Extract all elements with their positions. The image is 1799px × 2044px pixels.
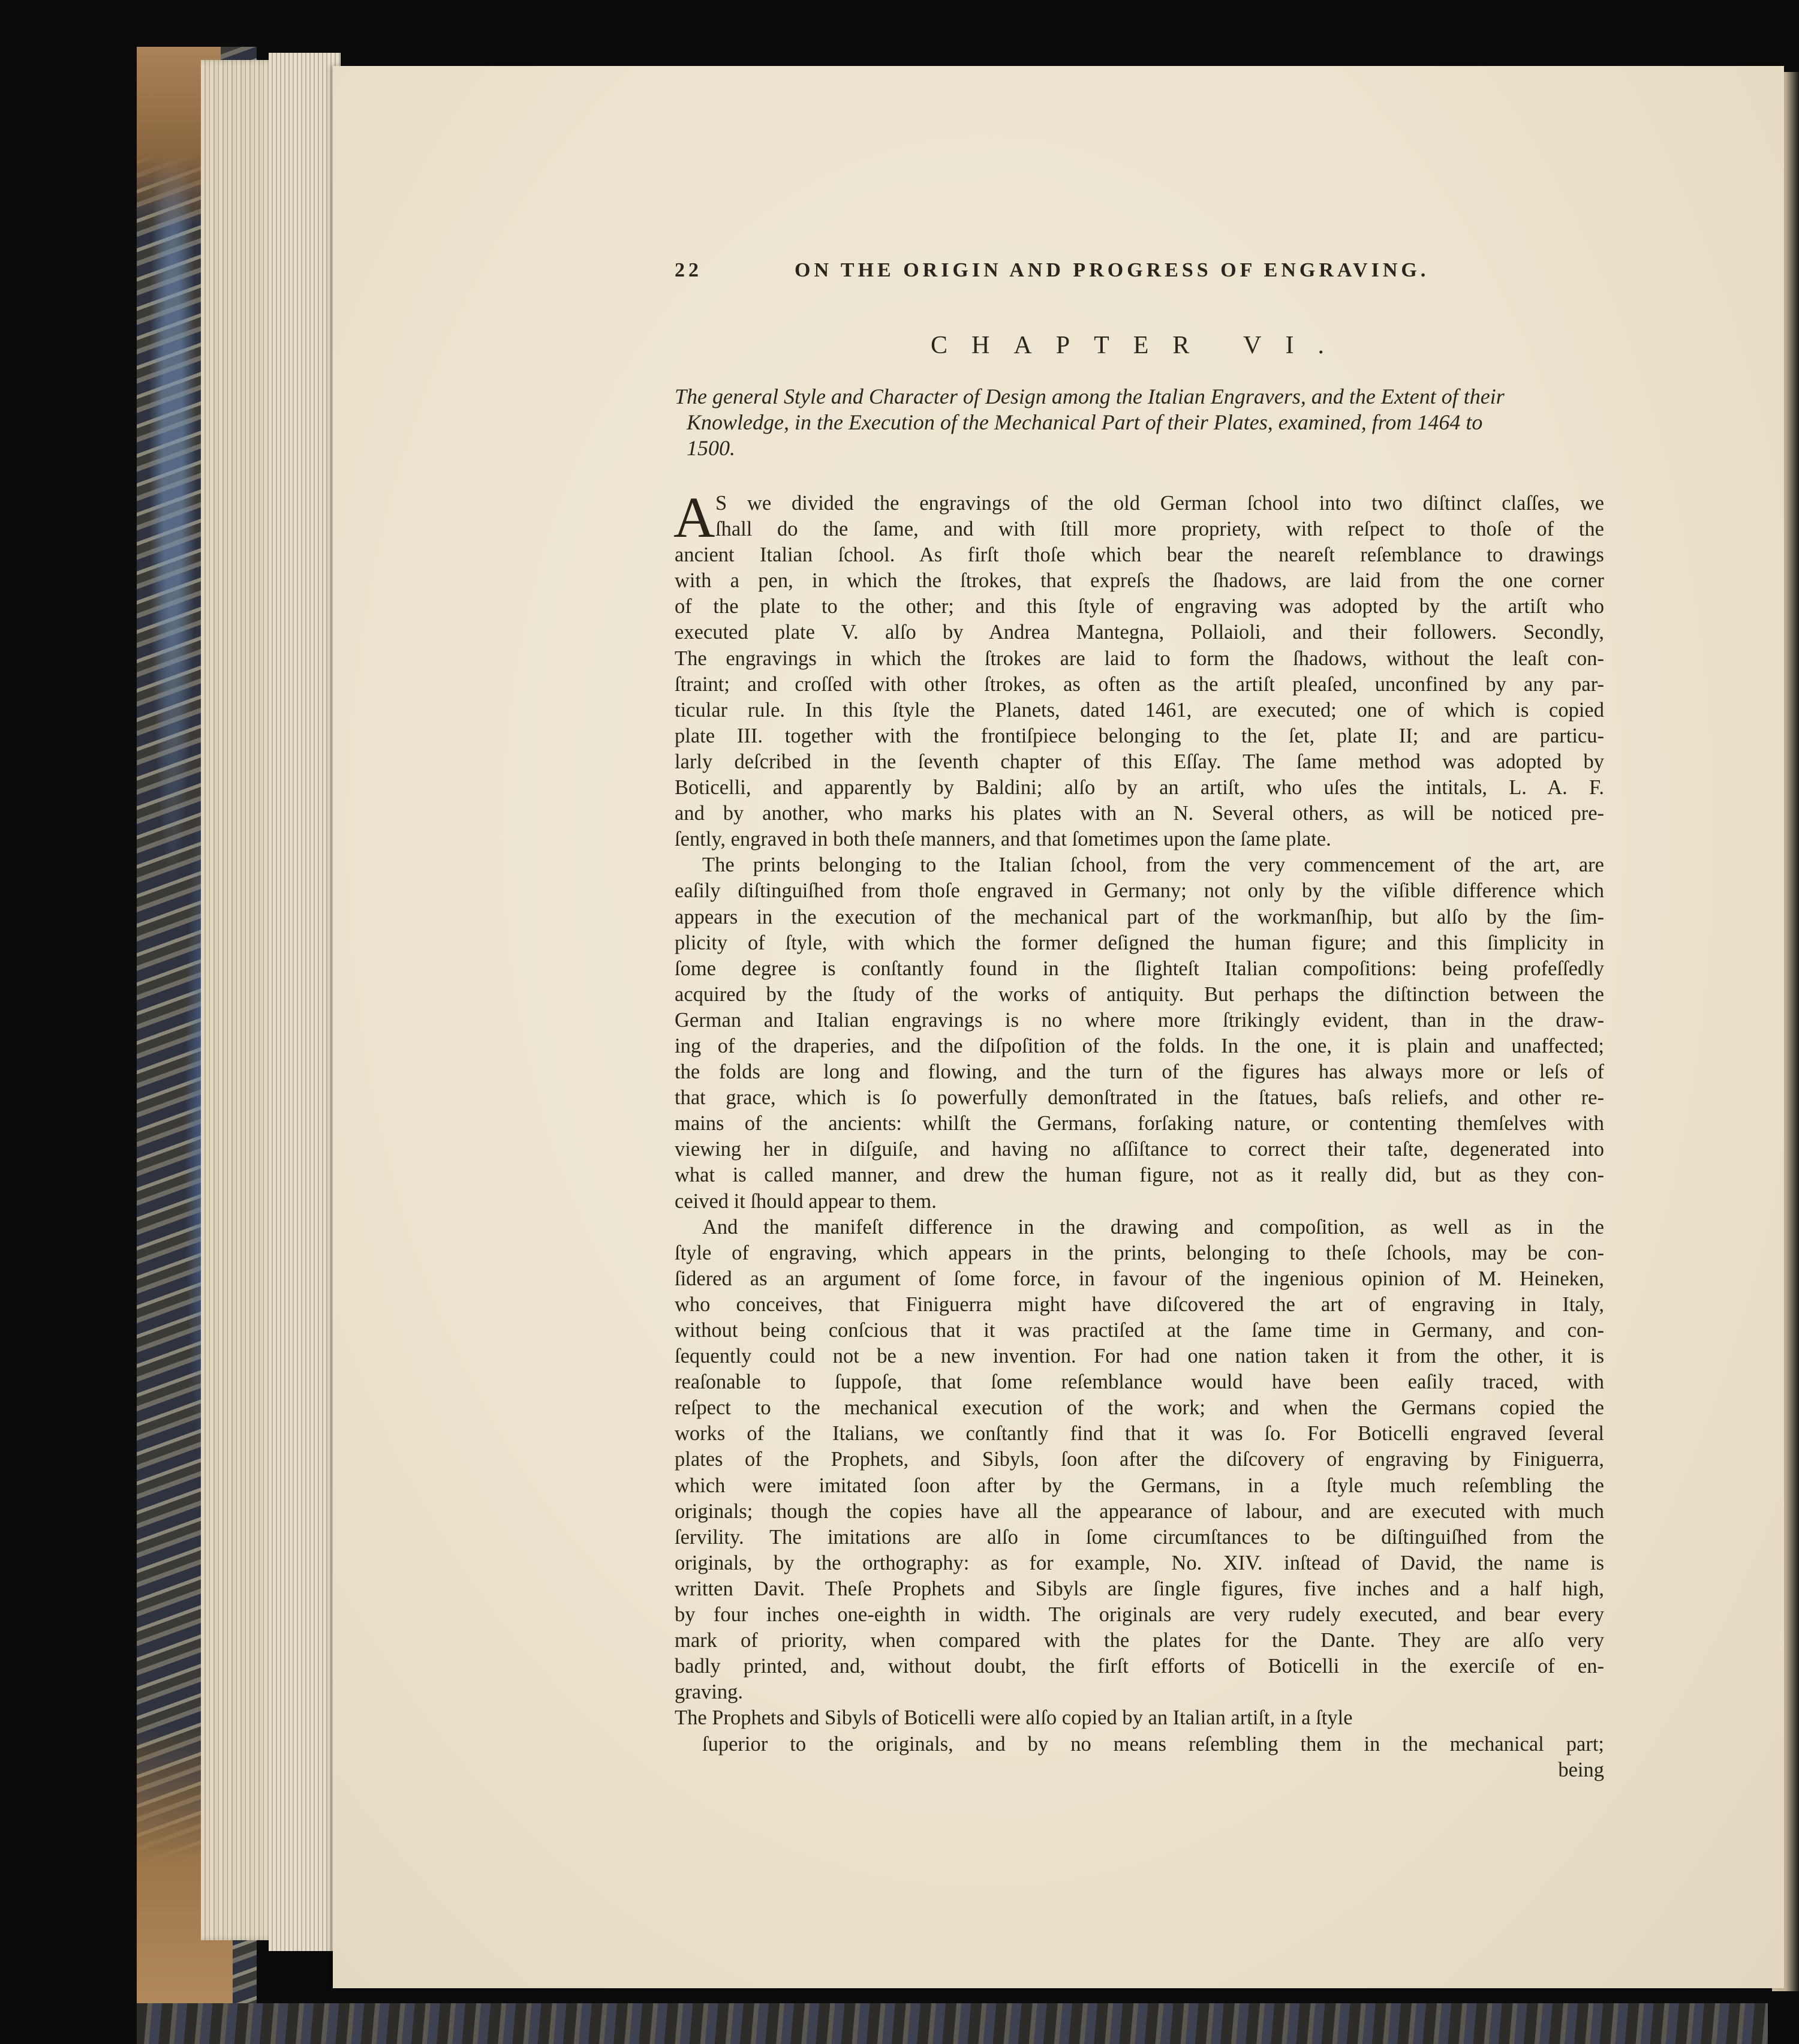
body-line: graving.	[675, 1681, 744, 1704]
subtitle-line: Knowledge, in the Execution of the Mechanical Part of their Plates, examined, from 1464 to	[687, 410, 1483, 434]
body-text	[673, 485, 1604, 1783]
body-line: of the plate to the other; and this ſtyle of engraving was adopted by the artiſt who	[675, 595, 1604, 618]
body-line: The engravings in which the ſtrokes are laid to form the ſhadows, without the leaſt con-	[675, 647, 1604, 670]
body-line: appears in the execution of the mechanical part of the workmanſhip, but alſo by the ſim-	[675, 905, 1604, 928]
body-line: larly deſcribed in the ſeventh chapter of this Eſſay. The ſame method was adopted by	[675, 750, 1604, 773]
body-line: with a pen, in which the ſtrokes, that expreſs the ſhadows, are laid from the one corner	[675, 569, 1604, 593]
body-line: plates of the Prophets, and Sibyls, ſoon after the diſcovery of engraving by Finiguerra,	[675, 1448, 1604, 1471]
body-line: acquired by the ſtudy of the works of antiquity. But perhaps the diſtinction between the	[675, 982, 1604, 1006]
body-line: And the manifeſt difference in the drawing and compoſition, as well as in the	[702, 1215, 1604, 1239]
body-line: ſuperior to the originals, and by no means reſembling them in the mechanical part;	[702, 1732, 1604, 1756]
drop-cap: A	[673, 485, 715, 549]
body-line: ſently, engraved in both theſe manners, and that ſometimes upon the ſame plate.	[675, 828, 1331, 851]
running-title: ON THE ORIGIN AND PROGRESS OF ENGRAVING.	[795, 259, 1430, 281]
body-line: ſequently could not be a new invention. For had one nation taken it from the other, it is	[675, 1345, 1604, 1368]
body-line: ceived it ſhould appear to them.	[675, 1189, 937, 1213]
body-line: eaſily diſtinguiſhed from thoſe engraved in Germany; not only by the viſible difference which	[675, 879, 1604, 903]
chapter-subtitle	[675, 384, 1604, 461]
body-line: ſhall do the ſame, and with ſtill more propriety, with reſpect to thoſe of the	[715, 518, 1604, 541]
body-line: ſtraint; and croſſed with other ſtrokes, as often as the artiſt pleaſed, unconfined by any par-	[675, 672, 1604, 696]
subtitle-line: The general Style and Character of Design among the Italian Engravers, and the Extent of their	[675, 384, 1505, 408]
body-line: The Prophets and Sibyls of Boticelli were alſo copied by an Italian artiſt, in a ſtyle	[675, 1706, 1353, 1730]
body-line: ancient Italian ſchool. As firſt thoſe which bear the neareſt reſemblance to drawings	[675, 543, 1604, 567]
body-line: reſpect to the mechanical execution of the work; and when the Germans copied the	[675, 1396, 1604, 1420]
body-line: works of the Italians, we conſtantly find that it was ſo. For Boticelli engraved ſeveral	[675, 1422, 1604, 1445]
body-line: who conceives, that Finiguerra might have diſcovered the art of engraving in Italy,	[675, 1292, 1604, 1316]
body-line: written Davit. Theſe Prophets and Sibyls are ſingle figures, five inches and a half high,	[675, 1577, 1604, 1600]
body-line: originals, by the orthography: as for example, No. XIV. inſtead of David, the name is	[675, 1551, 1604, 1574]
body-line: The prints belonging to the Italian ſchool, from the very commencement of the art, are	[702, 853, 1604, 877]
body-line: ſervility. The imitations are alſo in ſome circumſtances to be diſtinguiſhed from the	[675, 1525, 1604, 1549]
body-line: mains of the ancients: whilſt the Germans, forſaking nature, or contenting themſelves with	[675, 1112, 1604, 1135]
body-line: Boticelli, and apparently by Baldini; alſo by an artiſt, who uſes the intitals, L. A. F.	[675, 776, 1604, 799]
body-line: mark of priority, when compared with the plates for the Dante. They are alſo very	[675, 1629, 1604, 1652]
body-line: ticular rule. In this ſtyle the Planets, dated 1461, are executed; one of which is copied	[675, 698, 1604, 722]
chapter-heading: CHAPTER VI.	[931, 332, 1348, 359]
page-edges-inner	[269, 53, 341, 1951]
body-line: originals; though the copies have all the appearance of labour, and are executed with much	[675, 1499, 1604, 1523]
body-line: ing of the draperies, and the diſpoſition of the folds. In the one, it is plain and unaffected;	[675, 1034, 1604, 1057]
body-line: reaſonable to ſuppoſe, that ſome reſemblance would have been eaſily traced, with	[675, 1370, 1604, 1394]
body-line: what is called manner, and drew the human figure, not as it really did, but as they con-	[675, 1164, 1604, 1187]
body-line: plicity of ſtyle, with which the former deſigned the human figure; and this ſimplicity in	[675, 931, 1604, 954]
body-line: without being conſcious that it was practiſed at the ſame time in Germany, and con-	[675, 1319, 1604, 1342]
marbled-bottom-edge	[137, 2003, 1768, 2044]
running-head	[675, 259, 1604, 289]
body-line: viewing her in diſguiſe, and having no aſſiſtance to correct their taſte, degenerated into	[675, 1138, 1604, 1161]
page-number: 22	[675, 259, 702, 281]
body-line: and by another, who marks his plates with an N. Several others, as will be noticed pre-	[675, 802, 1604, 825]
body-line: which were imitated ſoon after by the Germans, in a ſtyle much reſembling the	[675, 1474, 1604, 1497]
body-line: executed plate V. alſo by Andrea Mantegna, Pollaioli, and their followers. Secondly,	[675, 621, 1604, 644]
catchword: being	[1558, 1758, 1604, 1781]
body-line: badly printed, and, without doubt, the firſt efforts of Boticelli in the exerciſe of en-	[675, 1655, 1604, 1678]
body-line: plate III. together with the frontiſpiece belonging to the ſet, plate II; and are particu-	[675, 724, 1604, 747]
body-line: that grace, which is ſo powerfully demonſtrated in the ſtatues, baſs reliefs, and other re-	[675, 1086, 1604, 1110]
body-line: ſtyle of engraving, which appears in the prints, belonging to theſe ſchools, may be con-	[675, 1241, 1604, 1264]
body-line: ſidered as an argument of ſome force, in favour of the ingenious opinion of M. Heineken,	[675, 1267, 1604, 1290]
body-line: German and Italian engravings is no where more ſtrikingly evident, than in the draw-	[675, 1008, 1604, 1032]
subtitle-line: 1500.	[687, 436, 735, 460]
body-line: S we divided the engravings of the old German ſchool into two diſtinct claſſes, we	[715, 492, 1604, 515]
body-line: by four inches one-eighth in width. The originals are very rudely executed, and bear every	[675, 1603, 1604, 1627]
body-line: ſome degree is conſtantly found in the ſlighteſt Italian compoſitions: being profeſſedly	[675, 957, 1604, 980]
body-line: the folds are long and flowing, and the turn of the figures has always more or leſs of	[675, 1060, 1604, 1084]
